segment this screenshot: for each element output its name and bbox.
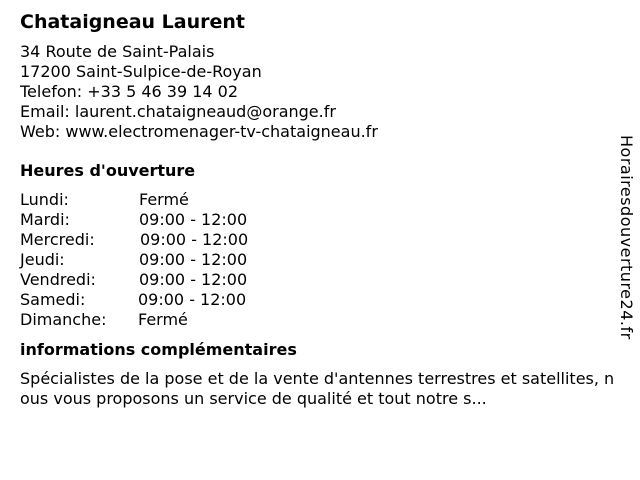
opening-hours-table [20, 190, 620, 330]
hours-row-thursday [20, 250, 620, 270]
opening-hours-heading: Heures d'ouverture [20, 161, 196, 180]
hours-day: Dimanche: [20, 310, 107, 329]
hours-row-monday [20, 190, 620, 210]
additional-info-text: Spécialistes de la pose et de la vente d'antennes terrestres et satellites, nous vous proposons un service de qualité et tout notre s... [20, 369, 615, 408]
hours-time: Fermé [139, 190, 189, 209]
hours-day: Samedi: [20, 290, 86, 309]
hours-row-sunday [20, 310, 620, 330]
hours-row-saturday [20, 290, 620, 310]
business-card [20, 10, 620, 409]
hours-time: 09:00 - 12:00 [138, 290, 247, 309]
email-line: Email: laurent.chataigneaud@orange.fr [20, 102, 336, 121]
hours-row-friday [20, 270, 620, 290]
hours-time: 09:00 - 12:00 [139, 210, 248, 229]
hours-day: Jeudi: [20, 250, 65, 269]
hours-day: Mardi: [20, 210, 70, 229]
web-line: Web: www.electromenager-tv-chataigneau.fr [20, 122, 378, 141]
business-name: Chataigneau Laurent [20, 11, 246, 33]
phone-line: Telefon: +33 5 46 39 14 02 [20, 82, 239, 101]
hours-time: 09:00 - 12:00 [140, 230, 249, 249]
hours-day: Mercredi: [20, 230, 95, 249]
hours-day: Lundi: [20, 190, 69, 209]
hours-row-tuesday [20, 210, 620, 230]
site-watermark: Horairesdouverture24.fr [617, 135, 636, 340]
hours-day: Vendredi: [20, 270, 96, 289]
hours-time: 09:00 - 12:00 [139, 270, 248, 289]
address-line-2: 17200 Saint-Sulpice-de-Royan [20, 62, 262, 81]
hours-row-wednesday [20, 230, 620, 250]
address-line-1: 34 Route de Saint-Palais [20, 42, 215, 61]
hours-time: Fermé [138, 310, 188, 329]
hours-time: 09:00 - 12:00 [139, 250, 248, 269]
additional-info-heading: informations complémentaires [20, 340, 297, 359]
